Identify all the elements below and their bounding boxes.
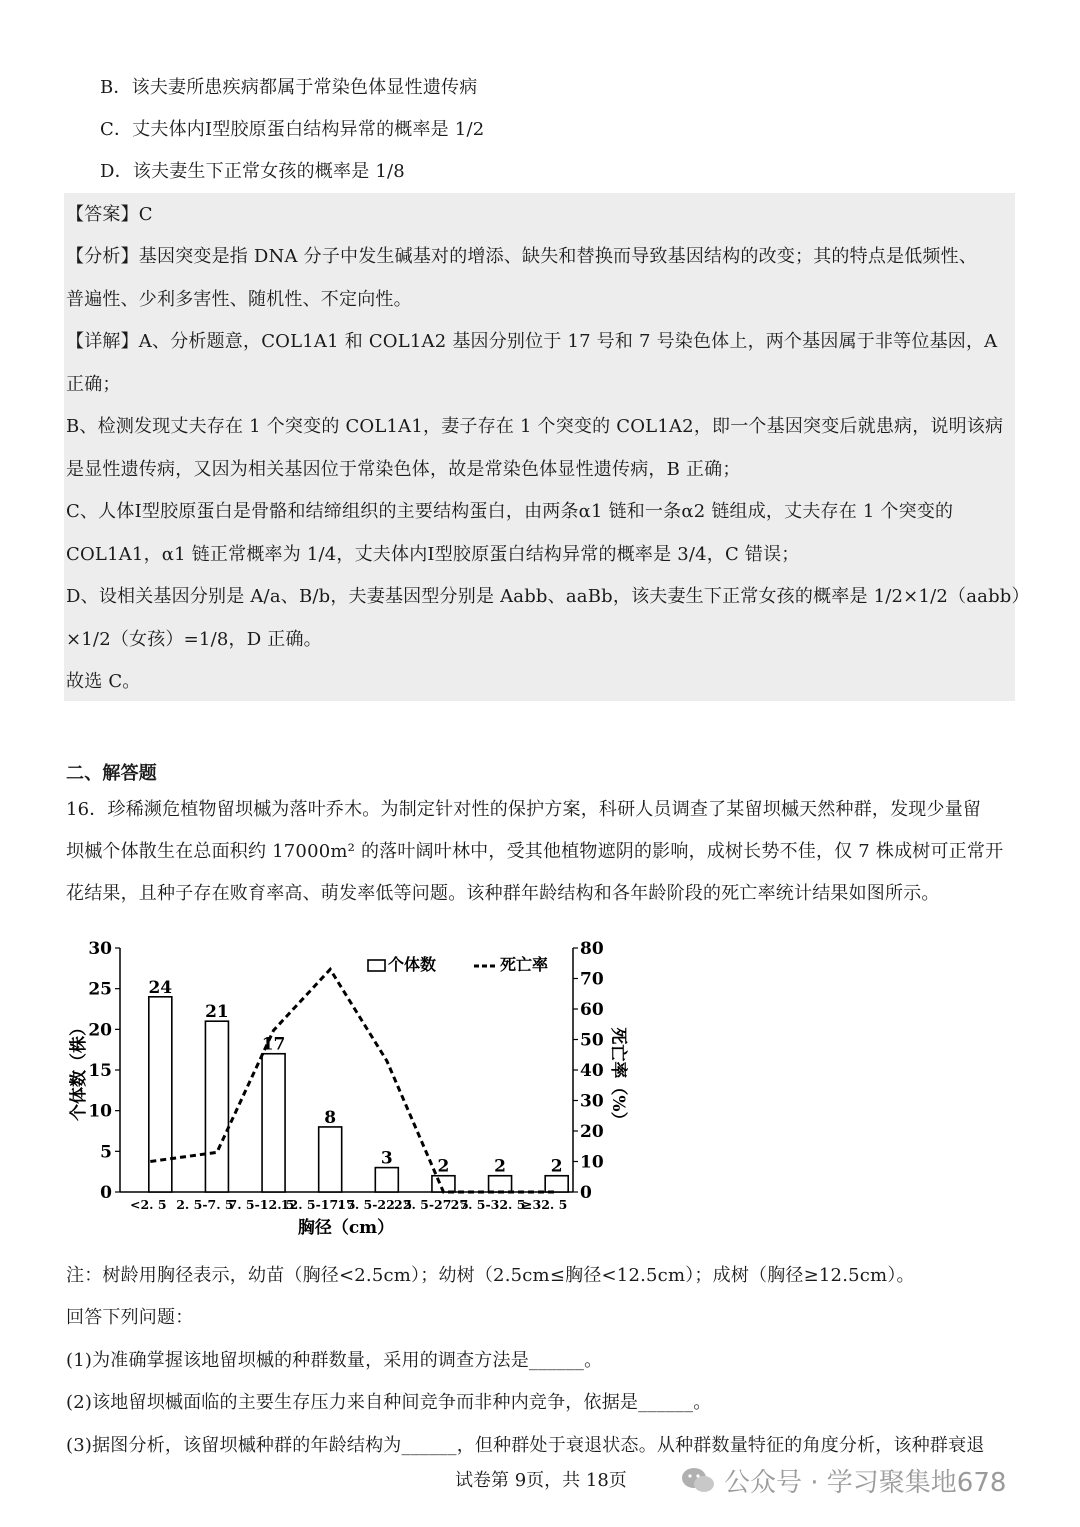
detail-line: 正确； [66, 374, 121, 395]
y-tick-label-right: 70 [580, 969, 604, 990]
bar-value-label: 2 [437, 1156, 450, 1177]
page-footer: 试卷第 9页，共 18页 [455, 1470, 627, 1491]
bar [375, 1168, 398, 1192]
question-line: 坝槭个体散生在总面积约 17000m² 的落叶阔叶林中，受其他植物遮阴的影响，成树长势不佳，仅 7 株成树可正常开 [66, 841, 1004, 862]
detail-line: ×1/2（女孩）=1/8，D 正确。 [66, 629, 322, 650]
y-tick-label-left: 5 [100, 1142, 112, 1163]
option-b: B．该夫妻所患疾病都属于常染色体显性遗传病 [100, 77, 478, 98]
detail-line: COL1A1，α1 链正常概率为 1/4，丈夫体内Ⅰ型胶原蛋白结构异常的概率是 3/4，C 错误； [66, 544, 800, 565]
x-tick-label: 7. 5-12. 5 [228, 1197, 295, 1212]
legend-bar-label: 个体数 [388, 955, 437, 974]
question-line: 花结果，且种子存在败育率高、萌发率低等问题。该种群年龄结构和各年龄阶段的死亡率统计结果如图所示。 [66, 883, 940, 904]
question-line: 16．珍稀濒危植物留坝槭为落叶乔木。为制定针对性的保护方案，科研人员调查了某留坝槭天然种群，发现少量留 [66, 799, 982, 820]
x-tick-label: 2. 5-7. 5 [176, 1197, 234, 1212]
option-d: D．该夫妻生下正常女孩的概率是 1/8 [100, 161, 405, 182]
x-tick-label: 12. 5-17. 5 [280, 1197, 356, 1212]
age-structure-chart [60, 930, 640, 1245]
option-c: C．丈夫体内Ⅰ型胶原蛋白结构异常的概率是 1/2 [100, 119, 485, 140]
answer-prompt: 回答下列问题： [66, 1307, 194, 1328]
x-tick-label: 17. 5-22. 5 [337, 1197, 413, 1212]
section-title: 二、解答题 [66, 763, 157, 784]
watermark [680, 1462, 1006, 1499]
detail-line: B、检测发现丈夫存在 1 个突变的 COL1A1，妻子存在 1 个突变的 COL1A2，即一个基因突变后就患病，说明该病 [66, 416, 1004, 437]
bar-value-label: 21 [205, 1002, 229, 1023]
x-axis-title: 胸径（cm） [297, 1218, 395, 1238]
bar [205, 1021, 228, 1192]
detail-line: 是显性遗传病，又因为相关基因位于常染色体，故是常染色体显性遗传病，B 正确； [66, 459, 741, 480]
bar-value-label: 24 [148, 977, 173, 998]
y-tick-label-left: 20 [88, 1020, 112, 1041]
x-tick-label: 27. 5-32. 5 [450, 1197, 526, 1212]
analysis-line: 普遍性、少利多害性、随机性、不定向性。 [66, 289, 412, 310]
y-tick-label-left: 25 [88, 979, 112, 1000]
bar-value-label: 17 [261, 1034, 286, 1055]
chart-note: 注：树龄用胸径表示，幼苗（胸径<2.5cm）；幼树（2.5cm≤胸径<12.5cm）；成树（胸径≥12.5cm）。 [66, 1265, 915, 1286]
y-axis-title-left: 个体数（株） [69, 1019, 89, 1121]
bar [489, 1176, 512, 1192]
subquestion-3: (3)据图分析，该留坝槭种群的年龄结构为______，但种群处于衰退状态。从种群数量特征的角度分析，该种群衰退 [66, 1435, 985, 1456]
watermark-text: 公众号 · 学习聚集地678 [724, 1468, 1007, 1498]
bar-value-label: 2 [550, 1156, 563, 1177]
bar [262, 1054, 285, 1192]
y-tick-label-right: 50 [580, 1030, 604, 1051]
subquestion-1: (1)为准确掌握该地留坝槭的种群数量，采用的调查方法是______。 [66, 1350, 603, 1371]
bar-value-label: 2 [494, 1156, 506, 1177]
y-tick-label-right: 20 [580, 1122, 604, 1142]
x-tick-label: ≥32. 5 [522, 1197, 568, 1212]
y-axis-title-right: 死亡率（%） [608, 1027, 628, 1129]
bar-value-label: 3 [380, 1148, 393, 1169]
detail-line: D、设相关基因分别是 A/a、B/b，夫妻基因型分别是 Aabb、aaBb，该夫妻生下正常女孩的概率是 1/2×1/2（aabb） [66, 586, 1030, 607]
x-tick-label: 22. 5-27. 5 [394, 1197, 469, 1212]
legend-bar-swatch [368, 960, 385, 971]
bar [545, 1176, 568, 1192]
subquestion-2: (2)该地留坝槭面临的主要生存压力来自种间竞争而非种内竞争，依据是______。 [66, 1392, 712, 1413]
y-tick-label-right: 10 [580, 1152, 604, 1173]
bar [319, 1127, 342, 1192]
y-tick-label-right: 80 [580, 939, 604, 959]
wechat-icon [680, 1466, 716, 1496]
y-tick-label-left: 15 [88, 1061, 112, 1081]
y-tick-label-left: 10 [88, 1101, 112, 1122]
detail-line: 【详解】A、分析题意，COL1A1 和 COL1A2 基因分别位于 17 号和 7 号染色体上，两个基因属于非等位基因，A [66, 331, 998, 352]
y-tick-label-right: 0 [580, 1183, 592, 1203]
y-tick-label-right: 60 [580, 1000, 604, 1020]
y-tick-label-left: 0 [100, 1183, 112, 1203]
answer-explanation-box [64, 193, 1015, 701]
bar-value-label: 8 [324, 1107, 337, 1128]
legend-line-label: 死亡率 [500, 955, 549, 974]
x-tick-label: <2. 5 [130, 1197, 167, 1212]
detail-line: C、人体Ⅰ型胶原蛋白是骨骼和结缔组织的主要结构蛋白，由两条α1 链和一条α2 链组成，丈夫存在 1 个突变的 [66, 501, 954, 522]
y-tick-label-right: 40 [580, 1061, 604, 1081]
y-tick-label-right: 30 [580, 1091, 604, 1112]
answer-line: 【答案】C [66, 204, 153, 225]
y-tick-label-left: 30 [88, 939, 112, 959]
conclusion-line: 故选 C。 [66, 671, 141, 692]
analysis-line: 【分析】基因突变是指 DNA 分子中发生碱基对的增添、缺失和替换而导致基因结构的改变；其的特点是低频性、 [66, 246, 978, 267]
